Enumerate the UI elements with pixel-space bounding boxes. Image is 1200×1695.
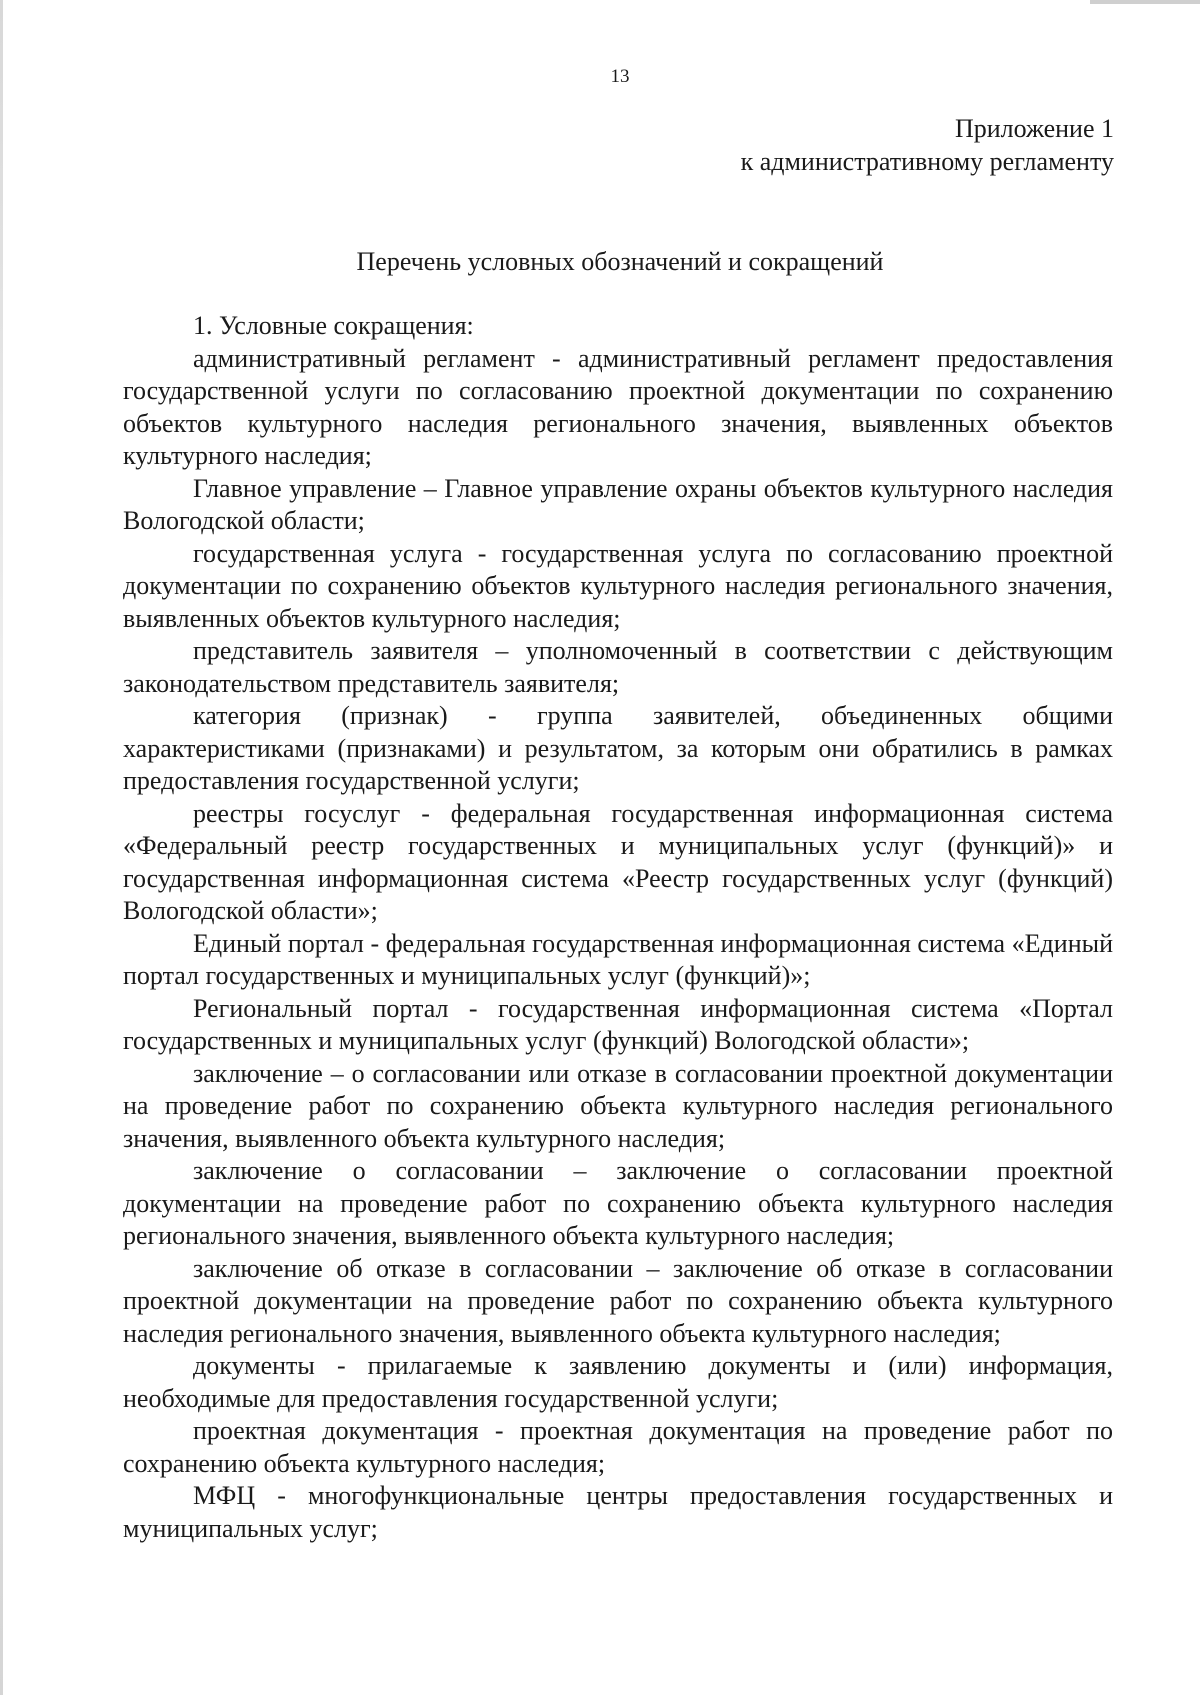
definition-item: Главное управление – Главное управление охраны объектов культурного наследия Вологодской области; bbox=[123, 473, 1113, 535]
definition-item: проектная документация - проектная документация на проведение работ по сохранению объекта культурного наследия; bbox=[123, 1416, 1113, 1478]
definition-item: Единый портал - федеральная государственная информационная система «Единый портал государственных и муниципальных услуг (функций)»; bbox=[123, 928, 1113, 990]
definition-item: административный регламент - административный регламент предоставления государственной услуги по согласованию проектной документации по сохранению объектов культурного наследия регионального значения, выявленных объектов культурного наследия; bbox=[123, 343, 1113, 470]
appendix-header bbox=[741, 112, 1114, 178]
scan-edge-top bbox=[1090, 0, 1200, 4]
definition-item: представитель заявителя – уполномоченный в соответствии с действующим законодательством представитель заявителя; bbox=[123, 636, 1113, 698]
document-title: Перечень условных обозначений и сокращений bbox=[356, 247, 884, 276]
definition-item: документы - прилагаемые к заявлению документы и (или) информация, необходимые для предоставления государственной услуги; bbox=[123, 1351, 1113, 1413]
document-body bbox=[123, 310, 1113, 1545]
definition-item: заключение – о согласовании или отказе в согласовании проектной документации на проведение работ по сохранению объекта культурного наследия регионального значения, выявленного объекта культурного наследия; bbox=[123, 1058, 1113, 1153]
definition-item: государственная услуга - государственная услуга по согласованию проектной документации по сохранению объектов культурного наследия регионального значения, выявленных объектов культурного наследия; bbox=[123, 538, 1113, 633]
definition-item: МФЦ - многофункциональные центры предоставления государственных и муниципальных услуг; bbox=[123, 1481, 1113, 1543]
definition-item: реестры госуслуг - федеральная государственная информационная система «Федеральный реестр государственных и муниципальных услуг (функций)» и государственная информационная система «Реестр государственных услуг (функций) Вологодской области»; bbox=[123, 798, 1113, 925]
definition-item: категория (признак) - группа заявителей, объединенных общими характеристиками (признаками) и результатом, за которым они обратились в рамках предоставления государственной услуги; bbox=[123, 701, 1113, 795]
definition-item: заключение об отказе в согласовании – заключение об отказе в согласовании проектной документации на проведение работ по сохранению объекта культурного наследия регионального значения, выявленного объекта культурного наследия; bbox=[123, 1253, 1113, 1348]
definition-item: заключение о согласовании – заключение о согласовании проектной документации на проведение работ по сохранению объекта культурного наследия регионального значения, выявленного объекта культурного наследия; bbox=[123, 1156, 1113, 1250]
section-heading: 1. Условные сокращения: bbox=[193, 311, 474, 340]
definition-item: Региональный портал - государственная информационная система «Портал государственных и муниципальных услуг (функций) Вологодской области»; bbox=[123, 993, 1113, 1055]
page-number: 13 bbox=[610, 66, 630, 87]
appendix-line-1: Приложение 1 bbox=[954, 114, 1114, 143]
appendix-line-2: к административному регламенту bbox=[740, 147, 1114, 176]
